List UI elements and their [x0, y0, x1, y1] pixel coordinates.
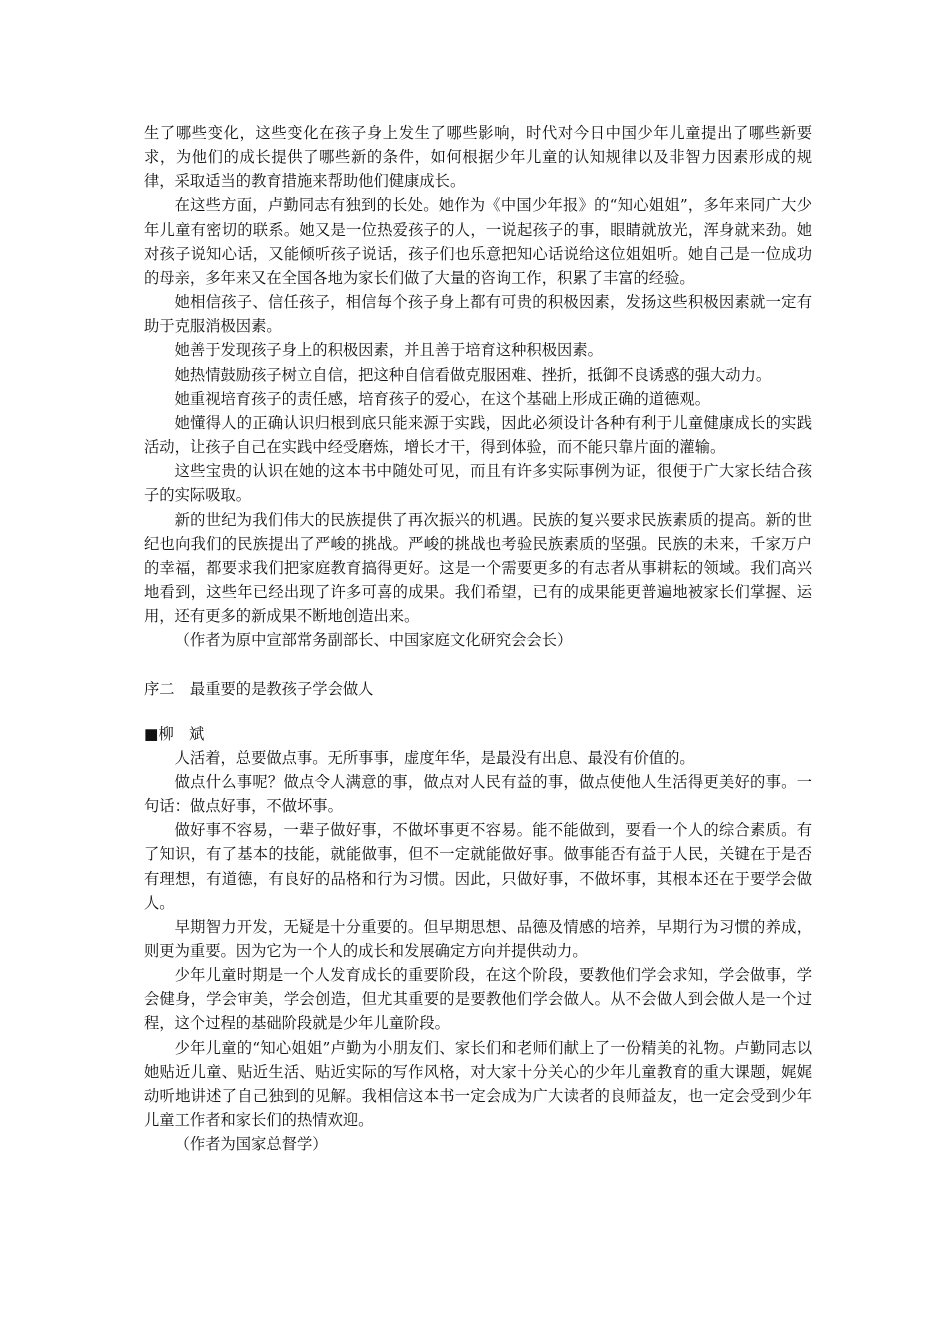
preface2-paragraph: 早期智力开发，无疑是十分重要的。但早期思想、品德及情感的培养，早期行为习惯的养成，则更为重要。因为它为一个人的成长和发展确定方向并提供动力。	[144, 917, 812, 960]
preface1-paragraph: 她重视培育孩子的责任感，培育孩子的爱心，在这个基础上形成正确的道德观。	[174, 389, 710, 408]
preface1-paragraph: 她善于发现孩子身上的积极因素，并且善于培育这种积极因素。	[174, 341, 603, 360]
preface1-paragraph: 她热情鼓励孩子树立自信，把这种自信看做克服困难、挫折，抵御不良诱惑的强大动力。	[174, 365, 772, 384]
preface2-paragraph: 做好事不容易，一辈子做好事，不做坏事更不容易。能不能做到，要看一个人的综合素质。有了知识，有了基本的技能，就能做事，但不一定就能做好事。做事能否有益于人民，关键在于是否有理想，有道德，有良好的品格和行为习惯。因此，只做好事，不做坏事，其根本还在于要学会做人。	[144, 821, 812, 912]
document-body	[144, 121, 812, 1156]
preface2-author-byline: ■柳 斌	[144, 724, 205, 743]
preface1-paragraph: 这些宝贵的认识在她的这本书中随处可见，而且有许多实际事例为证，很便于广大家长结合孩子的实际吸取。	[144, 462, 812, 505]
preface1-paragraph: 新的世纪为我们伟大的民族提供了再次振兴的机遇。民族的复兴要求民族素质的提高。新的世纪也向我们的民族提出了严峻的挑战。严峻的挑战也考验民族素质的坚强。民族的未来，千家万户的幸福，都要求我们把家庭教育搞得更好。这是一个需要更多的有志者从事耕耘的领域。我们高兴地看到，这些年已经出现了许多可喜的成果。我们希望，已有的成果能更普遍地被家长们掌握、运用，还有更多的新成果不断地创造出来。	[144, 510, 812, 626]
preface1-paragraph: 她相信孩子、信任孩子，相信每个孩子身上都有可贵的积极因素，发扬这些积极因素就一定有助于克服消极因素。	[144, 293, 812, 336]
preface2-author-note: （作者为国家总督学）	[174, 1135, 328, 1154]
preface1-author-note: （作者为原中宣部常务副部长、中国家庭文化研究会会长）	[174, 631, 573, 650]
preface1-paragraph: 她懂得人的正确认识归根到底只能来源于实践，因此必须设计各种有利于儿童健康成长的实践活动，让孩子自己在实践中经受磨炼，增长才干，得到体验，而不能只靠片面的灌输。	[144, 413, 812, 457]
preface2-paragraph: 少年儿童时期是一个人发育成长的重要阶段，在这个阶段，要教他们学会求知，学会做事，学会健身，学会审美，学会创造，但尤其重要的是要教他们学会做人。从不会做人到会做人是一个过程，这个过程的基础阶段就是少年儿童阶段。	[144, 966, 812, 1033]
preface1-paragraph-continued: 生了哪些变化，这些变化在孩子身上发生了哪些影响，时代对今日中国少年儿童提出了哪些新要求，为他们的成长提供了哪些新的条件，如何根据少年儿童的认知规律以及非智力因素形成的规律，采取适当的教育措施来帮助他们健康成长。	[144, 124, 812, 191]
section-spacer	[144, 652, 812, 677]
preface2-paragraph: 做点什么事呢？做点令人满意的事，做点对人民有益的事，做点使他人生活得更美好的事。一句话：做点好事，不做坏事。	[144, 772, 812, 816]
section-spacer	[144, 702, 812, 722]
preface1-paragraph: 在这些方面，卢勤同志有独到的长处。她作为《中国少年报》的“知心姐姐”，多年来同广大少年儿童有密切的联系。她又是一位热爱孩子的人，一说起孩子的事，眼睛就放光，浑身就来劲。她对孩子说知心话，又能倾听孩子说话，孩子们也乐意把知心话说给这位姐姐听。她自己是一位成功的母亲，多年来又在全国各地为家长们做了大量的咨询工作，积累了丰富的经验。	[144, 196, 812, 287]
preface2-paragraph: 少年儿童的“知心姐姐”卢勤为小朋友们、家长们和老师们献上了一份精美的礼物。卢勤同志以她贴近儿童、贴近生活、贴近实际的写作风格，对大家十分关心的少年儿童教育的重大课题，娓娓动听地讲述了自己独到的见解。我相信这本书一定会成为广大读者的良师益友，也一定会受到少年儿童工作者和家长们的热情欢迎。	[144, 1038, 812, 1130]
preface2-heading: 序二 最重要的是教孩子学会做人	[144, 680, 374, 699]
preface2-paragraph: 人活着，总要做点事。无所事事，虚度年华，是最没有出息、最没有价值的。	[174, 748, 695, 767]
